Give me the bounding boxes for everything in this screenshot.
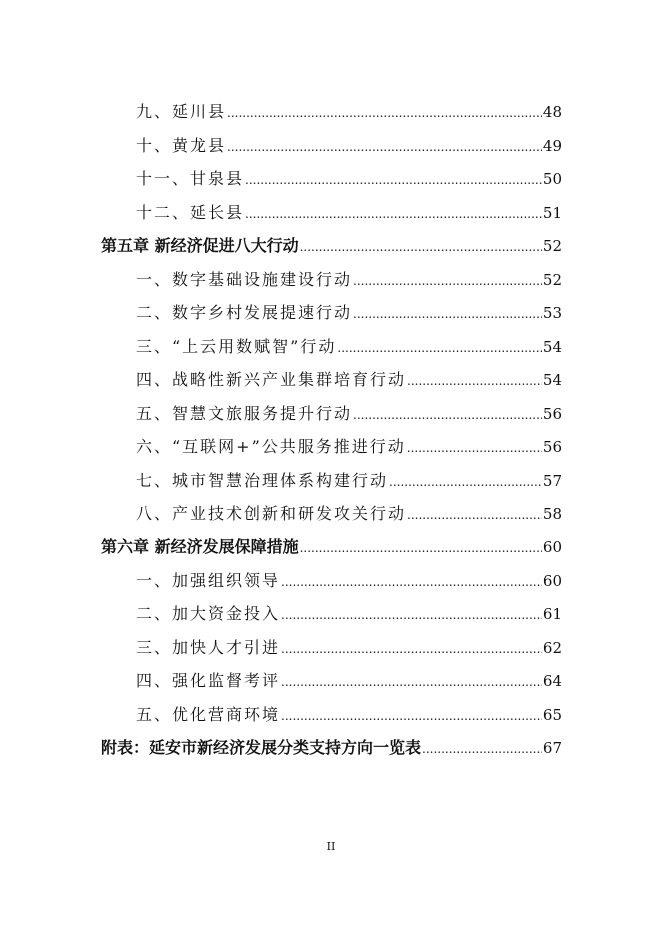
toc-leader-dots (407, 438, 542, 458)
toc-entry-page: 52 (542, 237, 562, 255)
page-number: II (326, 840, 336, 853)
toc-entry-page: 60 (542, 572, 562, 590)
toc-leader-dots (300, 237, 542, 257)
toc-entry-title: 三、“上云用数赋智”行动 (136, 337, 337, 356)
toc-entry[interactable] (136, 404, 562, 425)
toc-entry-title: 六、“互联网+”公共服务推进行动 (136, 437, 406, 456)
toc-entry[interactable] (136, 671, 562, 692)
toc-leader-dots (407, 371, 542, 391)
toc-entry-page: 53 (542, 304, 562, 322)
toc-leader-dots (245, 170, 542, 190)
toc-entry[interactable] (136, 604, 562, 625)
toc-entry-title: 五、优化营商环境 (136, 705, 281, 724)
toc-leader-dots (245, 204, 542, 224)
toc-entry-title: 四、强化监督考评 (136, 671, 281, 690)
toc-entry-title: 第五章 新经济促进八大行动 (101, 236, 299, 255)
toc-entry-title: 九、延川县 (136, 102, 227, 121)
toc-entry[interactable] (136, 337, 562, 358)
toc-entry-title: 四、战略性新兴产业集群培育行动 (136, 370, 407, 389)
toc-entry-page: 56 (542, 438, 562, 456)
toc-entry[interactable] (136, 136, 562, 157)
toc-entry[interactable] (136, 270, 562, 291)
toc-leader-dots (281, 672, 542, 692)
toc-entry-title: 十、黄龙县 (136, 136, 227, 155)
toc-entry[interactable] (136, 303, 562, 324)
toc-entry-title: 一、数字基础设施建设行动 (136, 270, 353, 289)
toc-entry-page: 52 (542, 271, 562, 289)
toc-entry[interactable] (136, 638, 562, 659)
toc-leader-dots (353, 271, 542, 291)
toc-entry-title: 二、加大资金投入 (136, 604, 281, 623)
toc-leader-dots (300, 538, 542, 558)
toc-leader-dots (407, 505, 542, 525)
toc-leader-dots (281, 572, 542, 592)
toc-entry-page: 61 (542, 605, 562, 623)
toc-entry-page: 50 (542, 170, 562, 188)
toc-entry-page: 57 (542, 472, 562, 490)
toc-leader-dots (422, 739, 542, 759)
toc-leader-dots (227, 103, 542, 123)
toc-entry[interactable] (136, 705, 562, 726)
toc-entry-title: 第六章 新经济发展保障措施 (101, 537, 299, 556)
toc-entry-page: 54 (542, 371, 562, 389)
toc-leader-dots (281, 706, 542, 726)
toc-entry-title: 十一、甘泉县 (136, 169, 245, 188)
toc-leader-dots (353, 304, 542, 324)
toc-entry[interactable] (136, 437, 562, 458)
toc-entry-page: 65 (542, 706, 562, 724)
toc-entry[interactable] (136, 370, 562, 391)
toc-leader-dots (389, 472, 542, 492)
toc-entry-page: 58 (542, 505, 562, 523)
toc-entry-page: 64 (542, 672, 562, 690)
toc-entry[interactable] (136, 169, 562, 190)
toc-chapter-entry[interactable] (101, 537, 562, 558)
toc-entry-title: 七、城市智慧治理体系构建行动 (136, 471, 389, 490)
toc-entry-page: 62 (542, 639, 562, 657)
toc-entry-page: 49 (542, 137, 562, 155)
toc-leader-dots (281, 605, 542, 625)
toc-entry-title: 附表：延安市新经济发展分类支持方向一览表 (101, 738, 422, 757)
toc-appendix-entry[interactable] (101, 738, 562, 759)
toc-entry[interactable] (136, 203, 562, 224)
toc-entry[interactable] (136, 102, 562, 123)
toc-entry-page: 56 (542, 405, 562, 423)
toc-entry-page: 54 (542, 338, 562, 356)
toc-entry[interactable] (136, 504, 562, 525)
toc-entry-page: 51 (542, 204, 562, 222)
toc-entry-title: 十二、延长县 (136, 203, 245, 222)
toc-chapter-entry[interactable] (101, 236, 562, 257)
toc-entry-title: 三、加快人才引进 (136, 638, 281, 657)
toc-entry-title: 二、数字乡村发展提速行动 (136, 303, 353, 322)
toc-entry-title: 一、加强组织领导 (136, 571, 281, 590)
toc-entry-page: 67 (542, 739, 562, 757)
toc-entry-title: 五、智慧文旅服务提升行动 (136, 404, 353, 423)
toc-leader-dots (337, 338, 542, 358)
toc-entry-page: 60 (542, 538, 562, 556)
toc-leader-dots (281, 639, 542, 659)
toc-leader-dots (227, 137, 542, 157)
toc-entry-page: 48 (542, 103, 562, 121)
toc-entry-title: 八、产业技术创新和研发攻关行动 (136, 504, 407, 523)
toc-entry[interactable] (136, 471, 562, 492)
toc-entry[interactable] (136, 571, 562, 592)
toc-leader-dots (353, 405, 542, 425)
